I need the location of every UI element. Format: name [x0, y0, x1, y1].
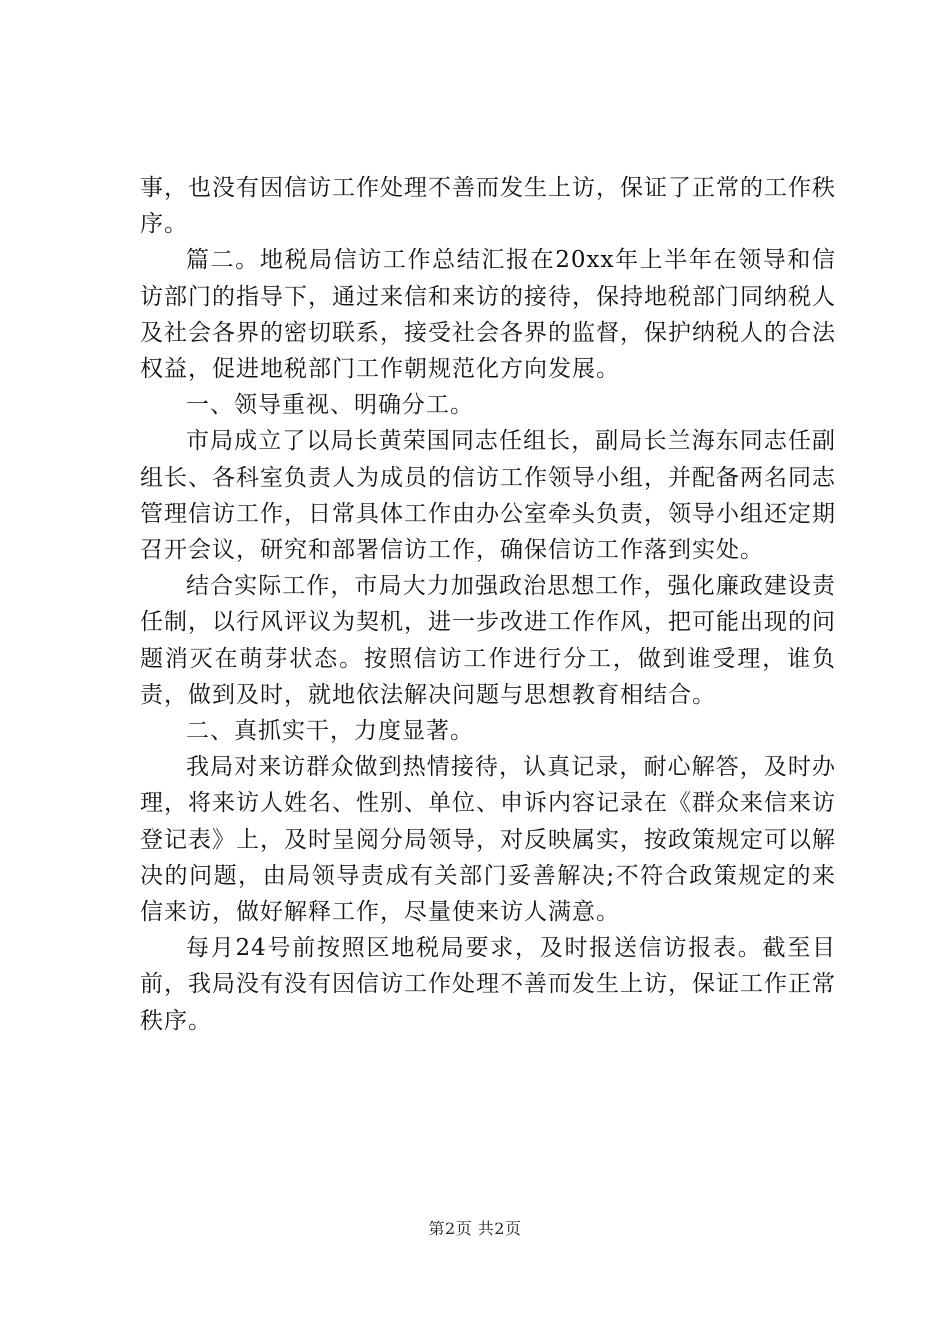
- paragraph-continuation: 事，也没有因信访工作处理不善而发生上访，保证了正常的工作秩序。: [140, 175, 836, 238]
- paragraph-intro: 篇二。地税局信访工作总结汇报在20xx年上半年在领导和信访部门的指导下，通过来信和来访的接待，保持地税部门同纳税人及社会各界的密切联系，接受社会各界的监督，保护纳税人的合法权益，促进地税部门工作朝规范化方向发展。: [140, 247, 836, 383]
- document-body: [140, 170, 836, 1039]
- paragraph-report: 每月24号前按照区地税局要求，及时报送信访报表。截至目前，我局没有没有因信访工作处理不善而发生上访，保证工作正常秩序。: [140, 935, 836, 1034]
- section-heading-2: 二、真抓实干，力度显著。: [186, 718, 474, 745]
- paragraph-reception: 我局对来访群众做到热情接待，认真记录，耐心解答，及时办理，将来访人姓名、性别、单位、申诉内容记录在《群众来信来访登记表》上，及时呈阅分局领导，对反映属实，按政策规定可以解决的问题，由局领导责成有关部门妥善解决;不符合政策规定的来信来访，做好解释工作，尽量使来访人满意。: [140, 754, 836, 926]
- section-heading-1: 一、领导重视、明确分工。: [186, 392, 474, 419]
- paragraph-work-division: 结合实际工作，市局大力加强政治思想工作，强化廉政建设责任制，以行风评议为契机，进一步改进工作作风，把可能出现的问题消灭在萌芽状态。按照信访工作进行分工，做到谁受理，谁负责，做到及时，就地依法解决问题与思想教育相结合。: [140, 573, 836, 708]
- paragraph-leadership: 市局成立了以局长黄荣国同志任组长，副局长兰海东同志任副组长、各科室负责人为成员的信访工作领导小组，并配备两名同志管理信访工作，日常具体工作由办公室牵头负责，领导小组还定期召开会议，研究和部署信访工作，确保信访工作落到实处。: [140, 428, 836, 564]
- page-number-footer: 第2页 共2页: [428, 1219, 522, 1238]
